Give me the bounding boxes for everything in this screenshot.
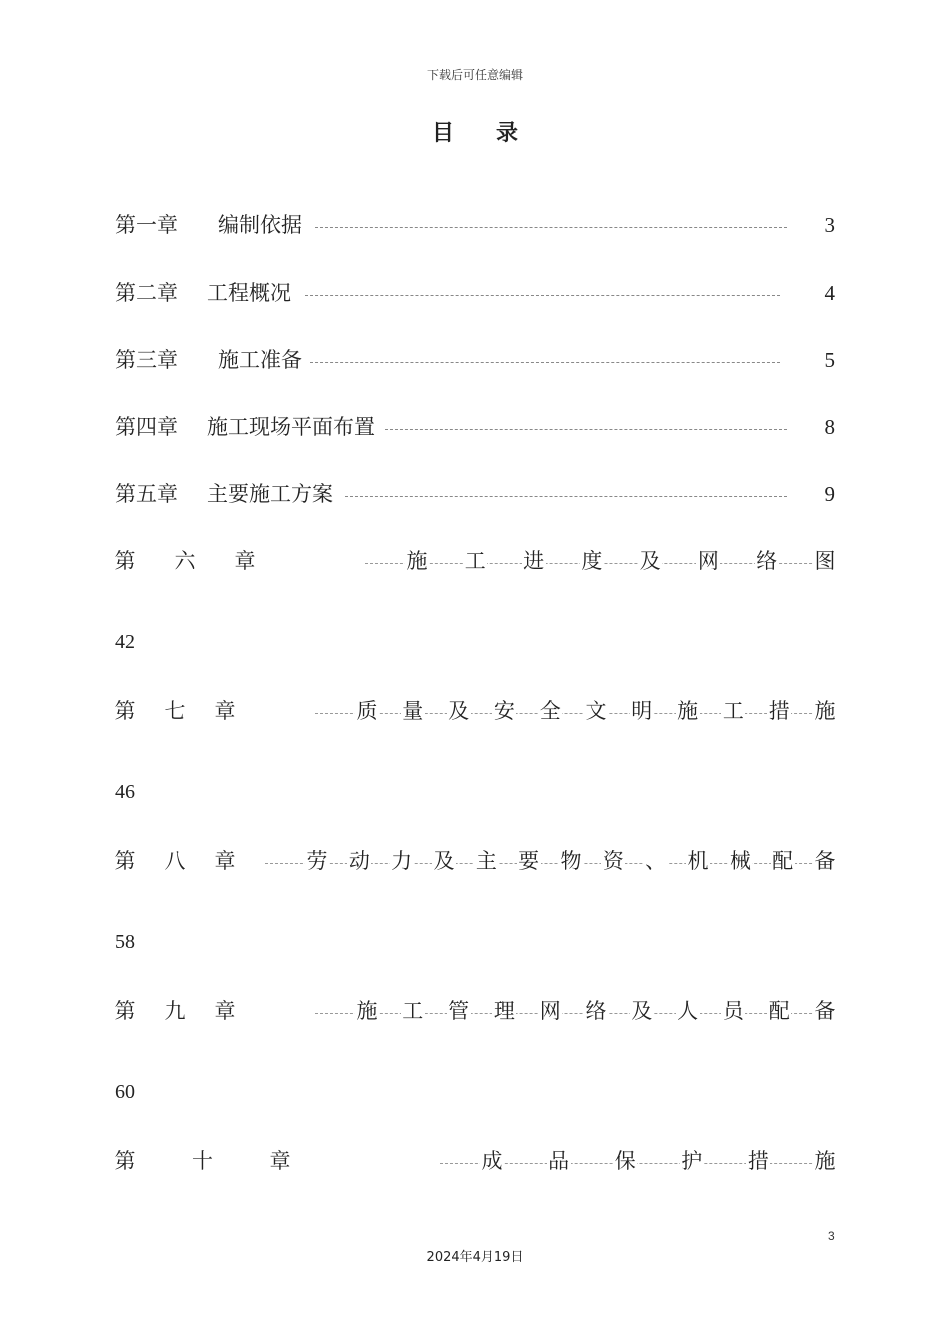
chapter-label: 第五章 <box>115 482 178 506</box>
chapter-title-char: 施 <box>355 994 379 1028</box>
chapter-title-char: 配 <box>771 844 795 878</box>
chapter-title-char: 文 <box>584 694 608 728</box>
chapter-label-char: 第 <box>113 994 137 1028</box>
chapter-title-char: 员 <box>721 994 745 1028</box>
chapter-title-char: 主 <box>474 844 498 878</box>
chapter-title-char: 品 <box>547 1144 571 1178</box>
chapter-title: 工程概况 <box>207 278 293 308</box>
chapter-title-char: 理 <box>492 994 516 1028</box>
chapter-label-char: 第 <box>113 1144 137 1178</box>
chapter-title: 施工准备 <box>218 345 304 375</box>
chapter-title-char: 配 <box>767 994 791 1028</box>
toc-entry[interactable] <box>115 412 835 442</box>
chapter-title-char: 管 <box>447 994 471 1028</box>
chapter-title-char: 备 <box>813 844 837 878</box>
toc-entry[interactable] <box>115 210 835 240</box>
chapter-title-char: 络 <box>584 994 608 1028</box>
page-ref: 9 <box>824 482 835 506</box>
toc-title: 目录 <box>431 120 560 146</box>
chapter-title-char: 物 <box>559 844 583 878</box>
chapter-title-char: 、 <box>644 844 668 878</box>
chapter-title-char: 备 <box>813 994 837 1028</box>
chapter-title-char: 及 <box>432 844 456 878</box>
chapter-title-char: 资 <box>601 844 625 878</box>
page-ref: 5 <box>824 348 835 372</box>
page-ref: 60 <box>115 1081 135 1103</box>
chapter-title-char: 图 <box>813 544 837 578</box>
dot-leader <box>315 1013 837 1014</box>
chapter-title-char: 工 <box>463 544 487 578</box>
toc-entry-justified[interactable] <box>115 844 837 878</box>
dot-leader <box>315 227 787 228</box>
chapter-title-char: 措 <box>746 1144 770 1178</box>
chapter-title-char: 明 <box>630 694 654 728</box>
chapter-label-char: 章 <box>213 844 237 878</box>
chapter-title-char: 进 <box>522 544 546 578</box>
chapter-label-char: 章 <box>268 1144 292 1178</box>
chapter-title-char: 劳 <box>305 844 329 878</box>
toc-entry-justified[interactable] <box>115 1144 837 1178</box>
chapter-title-char: 动 <box>347 844 371 878</box>
chapter-label-char: 七 <box>163 694 187 728</box>
page-ref: 42 <box>115 631 135 653</box>
chapter-label-char: 章 <box>213 994 237 1028</box>
header-note: 下载后可任意编辑 <box>426 68 523 82</box>
chapter-title-char: 力 <box>390 844 414 878</box>
chapter-title: 施工现场平面布置 <box>207 412 377 442</box>
chapter-title-char: 要 <box>517 844 541 878</box>
chapter-title-char: 及 <box>638 544 662 578</box>
page-ref: 58 <box>115 931 135 953</box>
chapter-title-char: 成 <box>480 1144 504 1178</box>
page-ref: 3 <box>824 213 835 237</box>
chapter-label: 第二章 <box>115 281 178 305</box>
chapter-title-char: 施 <box>813 694 837 728</box>
chapter-title-char: 机 <box>686 844 710 878</box>
chapter-title-char: 保 <box>613 1144 637 1178</box>
chapter-title-char: 安 <box>492 694 516 728</box>
page-number: 3 <box>828 1229 835 1243</box>
chapter-title-char: 质 <box>355 694 379 728</box>
toc-entry[interactable] <box>115 479 835 509</box>
toc-entry-justified[interactable] <box>115 694 837 728</box>
chapter-label-char: 章 <box>233 544 257 578</box>
chapter-label: 第四章 <box>115 415 178 439</box>
chapter-title-char: 施 <box>405 544 429 578</box>
chapter-title-char: 全 <box>538 694 562 728</box>
dot-leader <box>305 295 780 296</box>
chapter-title-char: 护 <box>680 1144 704 1178</box>
chapter-title: 编制依据 <box>218 210 304 240</box>
chapter-title-char: 措 <box>767 694 791 728</box>
chapter-label-char: 十 <box>191 1144 215 1178</box>
chapter-title-char: 工 <box>721 694 745 728</box>
chapter-title-char: 网 <box>696 544 720 578</box>
chapter-label-char: 第 <box>113 694 137 728</box>
dot-leader <box>345 496 787 497</box>
chapter-title-char: 及 <box>630 994 654 1028</box>
toc-entry[interactable] <box>115 345 835 375</box>
chapter-title-char: 度 <box>580 544 604 578</box>
page-ref: 46 <box>115 781 135 803</box>
chapter-title: 主要施工方案 <box>207 479 335 509</box>
chapter-title-char: 及 <box>447 694 471 728</box>
chapter-label-char: 第 <box>113 844 137 878</box>
page-ref: 8 <box>824 415 835 439</box>
chapter-label: 第一章 <box>115 213 178 237</box>
toc-entry[interactable] <box>115 278 835 308</box>
toc-entry-justified[interactable] <box>115 544 837 578</box>
toc-entry-justified[interactable] <box>115 994 837 1028</box>
chapter-title-char: 人 <box>676 994 700 1028</box>
chapter-title-char: 械 <box>728 844 752 878</box>
chapter-label-char: 六 <box>173 544 197 578</box>
dot-leader <box>385 429 787 430</box>
chapter-title-char: 工 <box>401 994 425 1028</box>
chapter-label-char: 第 <box>113 544 137 578</box>
chapter-label-char: 章 <box>213 694 237 728</box>
footer-date: 2024年4月19日 <box>426 1250 524 1265</box>
chapter-label-char: 九 <box>163 994 187 1028</box>
chapter-title-char: 网 <box>538 994 562 1028</box>
chapter-title-char: 络 <box>755 544 779 578</box>
dot-leader <box>315 713 837 714</box>
chapter-title-char: 施 <box>676 694 700 728</box>
dot-leader <box>310 362 780 363</box>
chapter-title-char: 量 <box>401 694 425 728</box>
chapter-label-char: 八 <box>163 844 187 878</box>
chapter-title-char: 施 <box>813 1144 837 1178</box>
chapter-label: 第三章 <box>115 348 178 372</box>
page-ref: 4 <box>824 281 835 305</box>
